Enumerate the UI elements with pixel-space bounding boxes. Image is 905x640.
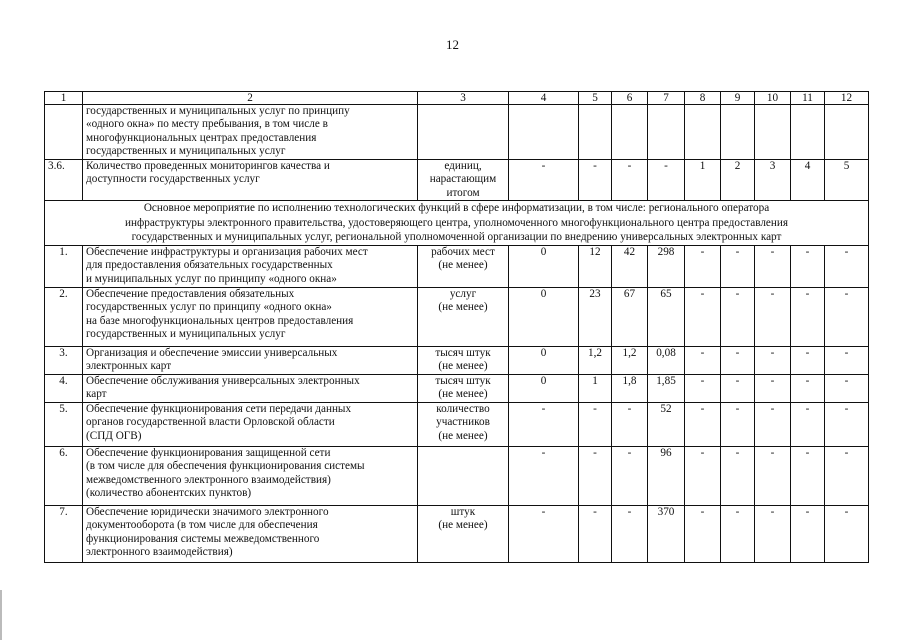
value-cell: -: [685, 403, 721, 447]
text-line: государственных услуг по принципу «одного окна»: [86, 301, 332, 314]
table-row: [45, 105, 869, 160]
value-cell: 5: [825, 160, 869, 201]
text-line: участников: [436, 416, 490, 429]
table-row: [45, 288, 869, 347]
value-cell: -: [579, 403, 612, 447]
value-cell: 1,2: [579, 347, 612, 375]
description-cell: [83, 403, 418, 447]
value-cell: -: [791, 403, 825, 447]
description-cell: [83, 105, 418, 160]
unit-cell: [418, 506, 509, 563]
text-line: для предоставления обязательных государственных: [86, 259, 333, 272]
value-cell: -: [755, 347, 791, 375]
text-line: Обеспечение функционирования сети передачи данных: [86, 403, 352, 415]
page-number: 12: [446, 37, 459, 52]
value-cell: -: [791, 447, 825, 506]
value-cell: 52: [648, 403, 685, 447]
text-line: штук: [450, 506, 476, 518]
value-cell: 67: [612, 288, 648, 347]
value-cell: -: [721, 288, 755, 347]
row-number-cell: 3.6.: [45, 160, 83, 201]
text-line: Обеспечение инфраструктуры и организация рабочих мест: [86, 246, 368, 258]
column-number-row: [45, 92, 869, 105]
text-line: электронного взаимодействия): [86, 546, 233, 559]
value-cell: -: [685, 506, 721, 563]
column-number-11: 11: [791, 92, 825, 105]
text-line: документооборота (в том числе для обеспечения: [86, 519, 318, 532]
text-line: нарастающим: [429, 173, 497, 186]
value-cell: 1: [579, 375, 612, 403]
text-line: (не менее): [438, 519, 488, 532]
text-line: межведомственного электронного взаимодействия): [86, 473, 331, 486]
value-cell: -: [648, 160, 685, 201]
value-cell: 1,85: [648, 375, 685, 403]
text-line: электронных карт: [86, 360, 172, 373]
table-row: [45, 447, 869, 506]
value-cell: -: [755, 506, 791, 563]
text-line: инфраструктуры электронного правительства, удостоверяющего центра, уполномоченного многофункционального центра предоставления: [125, 216, 788, 229]
value-cell: -: [721, 347, 755, 375]
row-number-cell: 6.: [45, 447, 83, 506]
description-cell: [83, 160, 418, 201]
value-cell: 96: [648, 447, 685, 506]
value-cell: -: [825, 288, 869, 347]
row-number-cell: 5.: [45, 403, 83, 447]
unit-cell: [418, 288, 509, 347]
text-line: Количество проведенных мониторингов качества и: [86, 160, 330, 172]
value-cell: -: [579, 447, 612, 506]
value-cell: 0: [509, 347, 579, 375]
text-line: Обеспечение юридически значимого электронного: [86, 506, 329, 518]
text-line: (не менее): [438, 360, 488, 373]
text-line: (количество абонентских пунктов): [86, 487, 252, 500]
value-cell: -: [721, 246, 755, 288]
value-cell: -: [509, 160, 579, 201]
value-cell: 370: [648, 506, 685, 563]
text-line: услуг: [449, 288, 477, 300]
unit-cell: [418, 403, 509, 447]
unit-cell: [418, 375, 509, 403]
text-line: (СПД ОГВ): [86, 429, 142, 442]
value-cell: -: [721, 506, 755, 563]
value-cell: -: [755, 403, 791, 447]
text-line: тысяч штук: [435, 347, 491, 359]
column-number-12: 12: [825, 92, 869, 105]
value-cell: -: [509, 506, 579, 563]
description-cell: [83, 375, 418, 403]
unit-cell: [418, 160, 509, 201]
column-number-7: 7: [648, 92, 685, 105]
text-line: (не менее): [438, 301, 488, 314]
description-cell: [83, 246, 418, 288]
value-cell: -: [755, 246, 791, 288]
table-row: [45, 375, 869, 403]
text-line: государственных и муниципальных услуг, региональной уполномоченной организации по внедрению универсальных электронных карт: [131, 231, 782, 244]
column-number-4: 4: [509, 92, 579, 105]
text-line: Обеспечение предоставления обязательных: [86, 288, 295, 300]
text-line: и муниципальных услуг по принципу «одного окна»: [86, 272, 337, 285]
column-number-2: 2: [83, 92, 418, 105]
value-cell: -: [791, 506, 825, 563]
unit-cell: [418, 105, 509, 160]
table-row: [45, 246, 869, 288]
value-cell: -: [685, 375, 721, 403]
row-number-cell: [45, 105, 83, 160]
value-cell: -: [612, 403, 648, 447]
value-cell: -: [579, 506, 612, 563]
value-cell: -: [612, 447, 648, 506]
column-number-6: 6: [612, 92, 648, 105]
description-cell: [83, 447, 418, 506]
value-cell: -: [791, 375, 825, 403]
description-cell: [83, 288, 418, 347]
value-cell: 4: [791, 160, 825, 201]
text-line: итогом: [446, 186, 480, 199]
value-cell: -: [612, 506, 648, 563]
row-number-cell: 1.: [45, 246, 83, 288]
text-line: многофункциональных центрах предоставления: [86, 131, 317, 144]
column-number-10: 10: [755, 92, 791, 105]
value-cell: -: [755, 447, 791, 506]
text-line: Организация и обеспечение эмиссии универсальных: [86, 347, 338, 359]
unit-cell: [418, 347, 509, 375]
value-cell: 12: [579, 246, 612, 288]
text-line: (не менее): [438, 388, 488, 401]
text-line: органов государственной власти Орловской области: [86, 416, 335, 429]
text-line: доступности государственных услуг: [86, 173, 260, 186]
value-cell: -: [825, 246, 869, 288]
value-cell: -: [685, 288, 721, 347]
row-number-cell: 7.: [45, 506, 83, 563]
column-number-3: 3: [418, 92, 509, 105]
row-number-cell: 3.: [45, 347, 83, 375]
description-cell: [83, 347, 418, 375]
value-cell: -: [825, 447, 869, 506]
value-cell: 42: [612, 246, 648, 288]
section-row: [45, 201, 869, 246]
value-cell: -: [721, 375, 755, 403]
table-row: [45, 347, 869, 375]
value-cell: -: [791, 246, 825, 288]
text-line: государственных и муниципальных услуг: [86, 328, 286, 341]
value-cell: 65: [648, 288, 685, 347]
value-cell: 1,8: [612, 375, 648, 403]
text-line: Основное мероприятие по исполнению технологических функций в сфере информатизации, в том числе: регионального оператора: [143, 202, 770, 215]
value-cell: -: [579, 160, 612, 201]
text-line: (в том числе для обеспечения функционирования системы: [86, 460, 365, 473]
value-cell: 0: [509, 375, 579, 403]
column-number-5: 5: [579, 92, 612, 105]
text-line: Обеспечение обслуживания универсальных электронных: [86, 375, 360, 387]
row-number-cell: 2.: [45, 288, 83, 347]
text-line: государственных и муниципальных услуг по принципу: [86, 105, 350, 117]
value-cell: -: [825, 347, 869, 375]
value-cell: -: [791, 347, 825, 375]
value-cell: 0: [509, 288, 579, 347]
text-line: на базе многофункциональных центров предоставления: [86, 314, 354, 327]
table-row: [45, 506, 869, 563]
text-line: единиц,: [444, 160, 482, 172]
value-cell: -: [791, 288, 825, 347]
value-cell: 1,2: [612, 347, 648, 375]
text-line: рабочих мест: [431, 246, 495, 258]
column-number-8: 8: [685, 92, 721, 105]
value-cell: -: [825, 375, 869, 403]
text-line: Обеспечение функционирования защищенной сети: [86, 447, 331, 459]
value-cell: -: [612, 160, 648, 201]
value-cell: 1: [685, 160, 721, 201]
column-number-9: 9: [721, 92, 755, 105]
value-cell: 23: [579, 288, 612, 347]
value-cell: -: [509, 447, 579, 506]
value-cell: -: [509, 403, 579, 447]
value-cell: 298: [648, 246, 685, 288]
value-cell: -: [721, 403, 755, 447]
value-cell: 2: [721, 160, 755, 201]
value-cell: -: [825, 403, 869, 447]
text-line: тысяч штук: [435, 375, 491, 387]
table-row: [45, 403, 869, 447]
value-cell: 0: [509, 246, 579, 288]
unit-cell: [418, 447, 509, 506]
value-cell: 3: [755, 160, 791, 201]
value-cell: 0,08: [648, 347, 685, 375]
scan-edge-mark: [0, 590, 2, 640]
text-line: «одного окна» по месту пребывания, в том числе в: [86, 118, 328, 131]
section-heading: [45, 201, 869, 246]
column-number-1: 1: [45, 92, 83, 105]
unit-cell: [418, 246, 509, 288]
text-line: государственных и муниципальных услуг: [86, 145, 286, 158]
value-cell: -: [685, 347, 721, 375]
description-cell: [83, 506, 418, 563]
text-line: карт: [86, 388, 107, 401]
text-line: функционирования системы межведомственного: [86, 532, 320, 545]
row-number-cell: 4.: [45, 375, 83, 403]
value-cell: -: [685, 447, 721, 506]
value-cell: -: [685, 246, 721, 288]
indicators-table: [44, 91, 869, 563]
value-cell: -: [721, 447, 755, 506]
value-cell: -: [755, 375, 791, 403]
table-row: [45, 160, 869, 201]
text-line: (не менее): [438, 259, 488, 272]
text-line: (не менее): [438, 429, 488, 442]
value-cell: -: [755, 288, 791, 347]
text-line: количество: [436, 403, 490, 415]
value-cell: -: [825, 506, 869, 563]
